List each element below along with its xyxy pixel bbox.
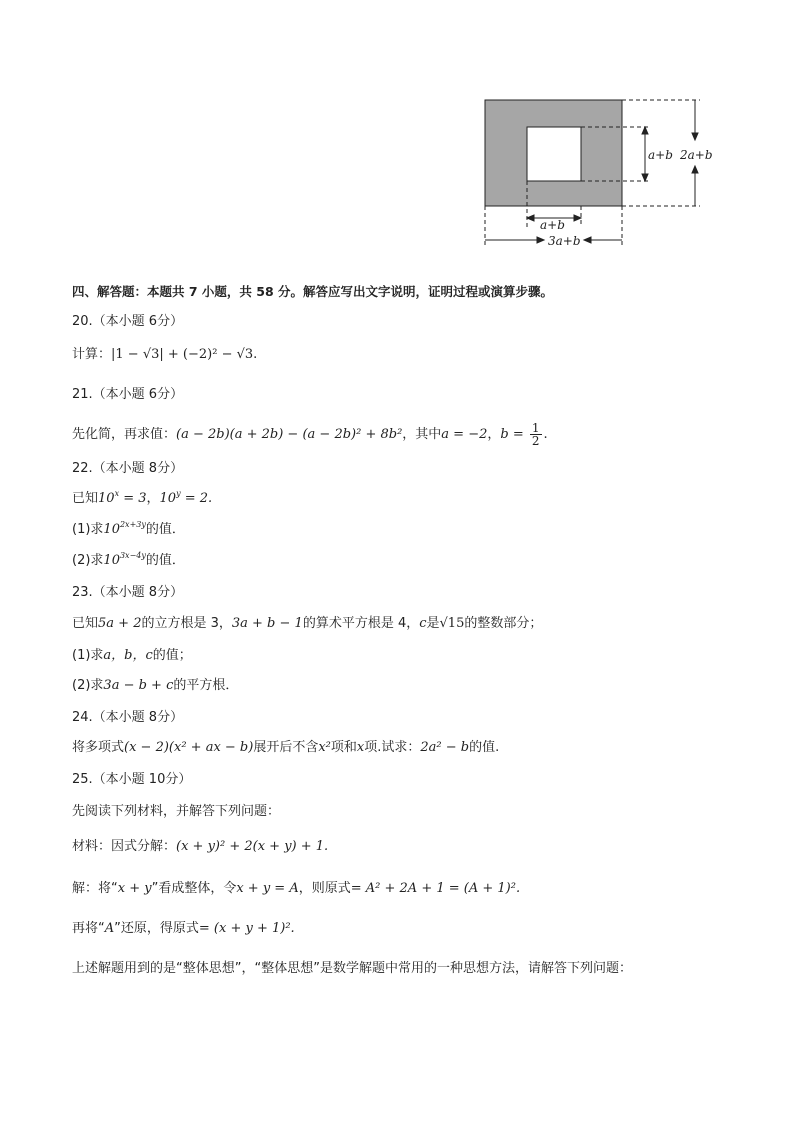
- q25-sol-1: 解：将“: [72, 881, 118, 896]
- q25-material-expr: (x + y)² + 2(x + y) + 1.: [176, 839, 329, 854]
- q21-frac-den: 2: [531, 434, 540, 448]
- q23-e3: √15: [439, 616, 465, 631]
- q25-sol-e1: x + y: [117, 881, 152, 896]
- q23-e2: 3a + b − 1: [231, 616, 303, 631]
- label-inner-height: a+b: [648, 148, 673, 162]
- q24-e1: (x − 2)(x² + ax − b): [124, 740, 254, 755]
- q25-sol-e3: = A² + 2A + 1 = (A + 1)².: [350, 881, 521, 896]
- q22-given-1: $10^x = 3$: [98, 489, 147, 506]
- q21-mid: ，其中: [402, 427, 442, 442]
- q23-p2-expr: 3a − b + c: [103, 678, 174, 693]
- q21-end: .: [543, 427, 548, 442]
- q24-e3: x: [356, 740, 365, 755]
- q25-intro: 先阅读下列材料，并解答下列问题：: [72, 804, 281, 819]
- q22-p2-expr: $10^{3x-4y}$: [103, 551, 146, 568]
- q25-sol-2: ”看成整体，令: [151, 881, 237, 896]
- q23-t5: 的整数部分；: [464, 616, 543, 631]
- q20-header: 20.（本小题 6分）: [72, 314, 184, 329]
- q25-restore: [72, 920, 295, 938]
- q23-p2-suffix: 的平方根．: [173, 678, 239, 693]
- q23-part2: [72, 677, 238, 695]
- q23-t4: 是: [426, 616, 440, 631]
- label-inner-width: a+b: [540, 218, 565, 232]
- q21-prefix: 先化简，再求值：: [72, 427, 177, 442]
- q23-c: c: [419, 616, 427, 631]
- q21-sep: ，: [487, 427, 501, 442]
- inner-square: [527, 127, 581, 181]
- q22-given-prefix: 已知: [72, 491, 99, 506]
- q23-t2: 的立方根是 3，: [141, 616, 232, 631]
- q23-p1-suffix: 的值；: [152, 648, 192, 663]
- q22-p1-suffix: 的值．: [145, 522, 185, 537]
- q23-part1: [72, 647, 192, 665]
- q23-p2-prefix: (2)求: [72, 678, 104, 693]
- q23-header: 23.（本小题 8分）: [72, 585, 184, 600]
- q22-given: [72, 490, 212, 508]
- q22-given-2: $10^y = 2$.: [159, 489, 213, 506]
- q21-fraction: [530, 422, 542, 447]
- q25-restore-e: = (x + y + 1)².: [198, 921, 295, 936]
- q25-material: [72, 838, 328, 856]
- q24-t2: 展开后不含: [253, 740, 319, 755]
- q22-p1-expr: $10^{2x+3y}$: [103, 520, 146, 537]
- q25-material-prefix: 材料：因式分解：: [72, 839, 177, 854]
- q23-e1: 5a + 2: [98, 616, 142, 631]
- q21-frac-num: 1: [531, 421, 540, 435]
- q25-sol-3: ，则原式: [298, 881, 351, 896]
- section-heading: 四、解答题：本题共 7 小题，共 58 分。解答应写出文字说明，证明过程或演算步骤。: [72, 284, 554, 299]
- q25-conclusion: 上述解题用到的是“整体思想”，“整体思想”是数学解题中常用的一种思想方法，请解答下列问题：: [72, 961, 632, 976]
- q23-p1-vars: a，b，c: [103, 648, 153, 663]
- q23-t3: 的算术平方根是 4，: [302, 616, 420, 631]
- q23-p1-prefix: (1)求: [72, 648, 104, 663]
- rectangle-figure: [470, 90, 730, 255]
- q20-body: [72, 346, 257, 364]
- q22-p2-suffix: 的值．: [145, 553, 185, 568]
- q24-e2: x²: [318, 740, 331, 755]
- q24-t4: 项.试求：: [364, 740, 421, 755]
- label-outer-height: 2a+b: [680, 148, 713, 162]
- q23-t1: 已知: [72, 616, 99, 631]
- q22-part1: [72, 521, 185, 539]
- q22-sep: ，: [146, 491, 160, 506]
- q21-body: [72, 422, 548, 447]
- q24-t3: 项和: [330, 740, 357, 755]
- q22-p1-prefix: (1)求: [72, 522, 104, 537]
- q20-prefix: 计算：: [72, 347, 112, 362]
- q24-t5: 的值.: [469, 740, 500, 755]
- q25-restore-1: 再将“: [72, 921, 105, 936]
- q20-expr: |1 − √3| + (−2)² − √3.: [111, 347, 258, 362]
- q23-given: [72, 615, 542, 633]
- q22-p2-prefix: (2)求: [72, 553, 104, 568]
- q21-cond-a: a = −2: [441, 427, 488, 442]
- q25-restore-2: ”还原，得原式: [114, 921, 199, 936]
- q22-header: 22.（本小题 8分）: [72, 461, 184, 476]
- q21-expr: (a − 2b)(a + 2b) − (a − 2b)² + 8b²: [176, 427, 403, 442]
- q24-header: 24.（本小题 8分）: [72, 710, 184, 725]
- q24-t1: 将多项式: [72, 740, 125, 755]
- q25-sol-e2: x + y = A: [236, 881, 299, 896]
- q24-body: [72, 739, 499, 757]
- q25-restore-a: A: [104, 921, 115, 936]
- q25-solution: [72, 880, 520, 898]
- q21-cond-b: b =: [500, 427, 528, 442]
- q21-header: 21.（本小题 6分）: [72, 387, 184, 402]
- label-outer-width: 3a+b: [548, 234, 581, 248]
- q22-part2: [72, 552, 185, 570]
- q24-e4: 2a² − b: [420, 740, 470, 755]
- q25-header: 25.（本小题 10分）: [72, 772, 192, 787]
